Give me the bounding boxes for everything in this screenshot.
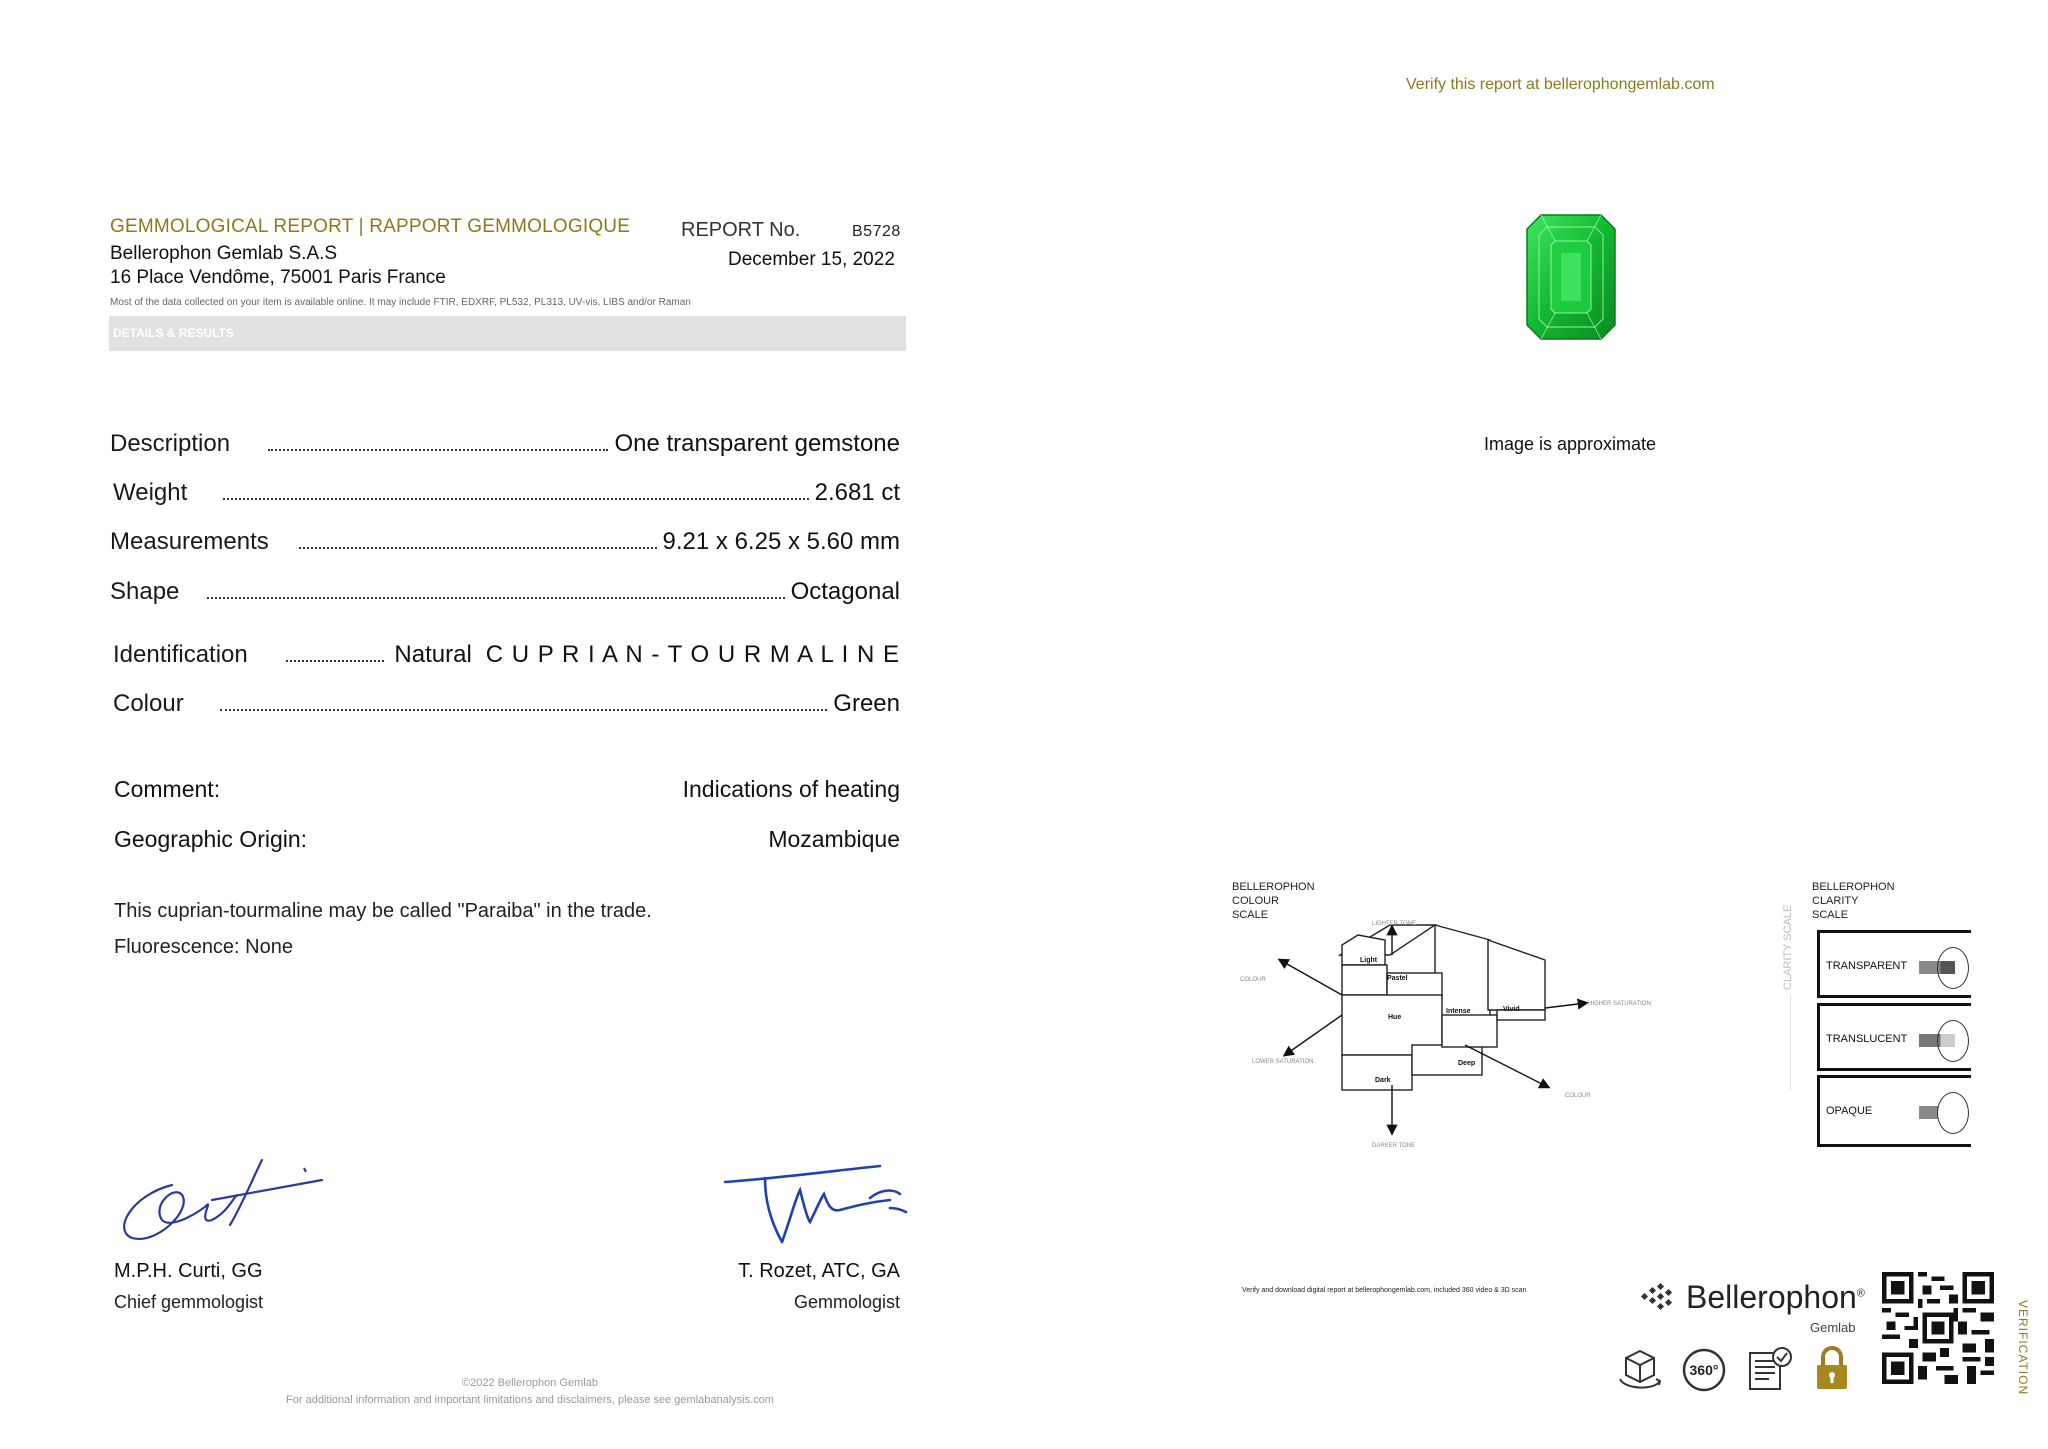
clarity-level-label: OPAQUE: [1826, 1105, 1873, 1117]
company-address: 16 Place Vendôme, 75001 Paris France: [110, 267, 446, 288]
certificate-icon[interactable]: [1744, 1343, 1794, 1395]
lock-icon[interactable]: [1812, 1343, 1852, 1393]
clarity-scale-title-line: CLARITY: [1812, 895, 1859, 907]
clarity-scale-title-line: SCALE: [1812, 909, 1849, 921]
clarity-level-translucent: [1817, 1003, 1971, 1071]
clarity-ellipse: [1937, 947, 1969, 989]
detail-label: Identification: [113, 641, 248, 668]
section-band-label: DETAILS & RESULTS: [113, 326, 234, 340]
report-number: B5728: [852, 223, 901, 240]
detail-label: Colour: [113, 690, 184, 717]
clarity-ellipse: [1937, 1020, 1969, 1062]
clarity-scale-title-line: BELLEROPHON: [1812, 881, 1895, 893]
badge-360-text: 360°: [1689, 1362, 1719, 1378]
dot-leader: [223, 498, 808, 500]
clarity-bar: [1919, 1106, 1939, 1119]
3d-scan-icon[interactable]: [1614, 1343, 1666, 1395]
qr-code[interactable]: [1882, 1272, 1994, 1384]
detail-label: Measurements: [110, 528, 269, 555]
clarity-scale-title: [1812, 880, 1895, 922]
detail-row-colour: [113, 686, 900, 718]
detail-row-shape: [110, 574, 900, 606]
brand-sub: Gemlab: [1810, 1320, 1856, 1335]
tone-light: Light: [1360, 957, 1378, 964]
detail-value: C U P R I A N - T O U R M A L I N E: [485, 641, 900, 668]
brand-name-text: Bellerophon: [1686, 1279, 1857, 1315]
fluorescence-note: Fluorescence: None: [114, 936, 293, 958]
section-band: [109, 316, 906, 351]
signatory-2-role: Gemmologist: [793, 1292, 900, 1312]
signature-curti: [112, 1150, 332, 1250]
tone-intense: Intense: [1446, 1008, 1471, 1015]
dot-leader: [299, 547, 657, 549]
colour-scale-title-line: COLOUR: [1232, 895, 1280, 907]
dot-leader: [220, 709, 828, 711]
comment-label: Comment:: [114, 776, 221, 802]
report-title: GEMMOLOGICAL REPORT | RAPPORT GEMMOLOGIQUE: [110, 216, 631, 237]
label-lighter-tone: LIGHTER TONE: [1372, 921, 1417, 927]
signature-rozet: [720, 1160, 910, 1250]
detail-row-weight: [113, 475, 900, 507]
dot-leader: [268, 449, 608, 451]
clarity-level-label: TRANSLUCENT: [1826, 1033, 1908, 1045]
verification-label: VERIFICATION: [2016, 1300, 2030, 1396]
data-note: Most of the data collected on your item is available online. It may include FTIR, EDXRF, PL532, PL313, UV-vis, LIBS and/or Raman: [110, 297, 691, 308]
detail-row-measurements: [110, 524, 900, 556]
image-caption: Image is approximate: [1483, 434, 1657, 454]
gemstone-image: [1525, 213, 1617, 341]
detail-value: 2.681 ct: [814, 479, 900, 506]
detail-label: Description: [110, 430, 231, 457]
digital-report-note: Verify and download digital report at bellerophongemlab.com, included 360 video & 3D scan: [1242, 1287, 1527, 1294]
origin-row: [114, 826, 900, 853]
brand-name: [1686, 1279, 1865, 1316]
label-colour-right: COLOUR: [1565, 1093, 1591, 1099]
clarity-ellipse: [1937, 1092, 1969, 1134]
clarity-side-label: CLARITY SCALE: [1782, 904, 1794, 990]
label-lower-saturation: LOWER SATURATION: [1252, 1059, 1314, 1065]
detail-value: 9.21 x 6.25 x 5.60 mm: [662, 528, 900, 555]
tone-vivid: Vivid: [1503, 1006, 1520, 1013]
registered-mark: ®: [1856, 1287, 1865, 1300]
dot-leader: [207, 597, 784, 599]
signatory-1-name: M.P.H. Curti, GG: [114, 1260, 263, 1282]
label-higher-saturation: HIGHER SATURATION: [1588, 1001, 1651, 1007]
detail-value: One transparent gemstone: [614, 430, 900, 457]
signatory-2-name: T. Rozet, ATC, GA: [738, 1260, 900, 1282]
detail-label: Weight: [113, 479, 188, 506]
comment-row: [114, 776, 900, 803]
report-number-label: REPORT No.: [681, 219, 801, 241]
detail-label: Shape: [110, 578, 180, 605]
colour-scale-title-line: SCALE: [1232, 909, 1269, 921]
trade-name-note: This cuprian-tourmaline may be called "Paraiba" in the trade.: [114, 900, 652, 922]
clarity-level-label: TRANSPARENT: [1826, 960, 1908, 972]
footer-copyright: ©2022 Bellerophon Gemlab: [462, 1377, 598, 1389]
clarity-level-transparent: [1817, 930, 1971, 998]
360-video-icon[interactable]: [1680, 1346, 1728, 1394]
origin-label: Geographic Origin:: [114, 826, 308, 852]
clarity-level-opaque: [1817, 1075, 1971, 1147]
company-name: Bellerophon Gemlab S.A.S: [110, 243, 338, 264]
report-date: December 15, 2022: [728, 249, 895, 270]
origin-value: Mozambique: [768, 826, 900, 852]
colour-scale-diagram: [1240, 915, 1660, 1155]
detail-value: Green: [833, 690, 900, 717]
label-darker-tone: DARKER TONE: [1372, 1143, 1416, 1149]
detail-row-description: [110, 426, 900, 458]
footer-disclaimer: For additional information and important limitations and disclaimers, please see gemlabanalysis.com: [286, 1394, 774, 1406]
tone-deep: Deep: [1458, 1060, 1476, 1067]
detail-row-identification: [113, 637, 900, 669]
clarity-side-rule: [1790, 995, 1791, 1090]
tone-pastel: Pastel: [1387, 975, 1408, 982]
tone-hue: Hue: [1388, 1014, 1402, 1021]
dot-leader: [286, 660, 385, 662]
comment-value: Indications of heating: [682, 776, 900, 802]
detail-value: Octagonal: [790, 578, 900, 605]
detail-value-prefix: Natural: [394, 641, 472, 668]
label-colour-left: COLOUR: [1240, 977, 1266, 983]
signatory-1-role: Chief gemmologist: [114, 1292, 264, 1312]
verify-link[interactable]: Verify this report at bellerophongemlab.com: [1406, 76, 1715, 93]
tone-dark: Dark: [1375, 1077, 1391, 1084]
bellerophon-logo-icon: [1640, 1282, 1680, 1316]
colour-scale-title-line: BELLEROPHON: [1232, 881, 1315, 893]
